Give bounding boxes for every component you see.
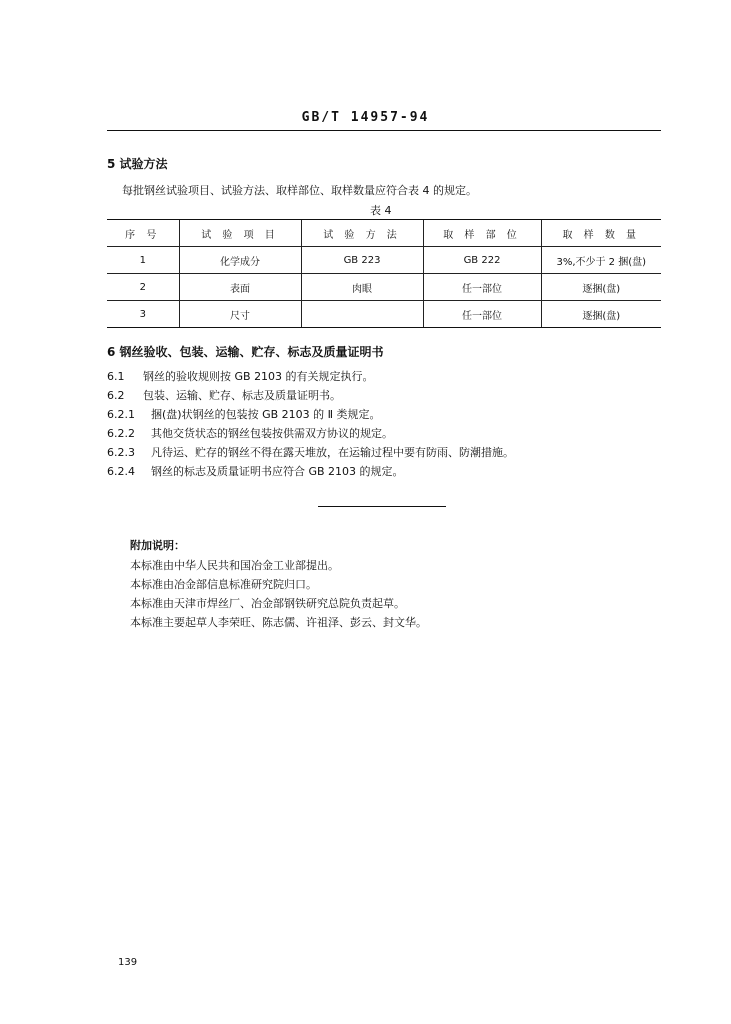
- cell-quantity: 3%,不少于 2 捆(盘): [541, 247, 661, 274]
- table-4: [107, 219, 661, 328]
- standard-code-header: GB/T 14957-94: [301, 110, 430, 125]
- note-line: 本标准由天津市焊丝厂、冶金部钢铁研究总院负责起草。: [130, 597, 405, 610]
- clause-6-2-1: [107, 406, 381, 422]
- section-6-title: 6 钢丝验收、包装、运输、贮存、标志及质量证明书: [107, 345, 384, 359]
- note-line: 本标准由中华人民共和国冶金工业部提出。: [130, 559, 339, 572]
- cell-method: GB 223: [301, 247, 423, 274]
- cell-seq: 2: [107, 274, 179, 301]
- clause-number: 6.2: [107, 389, 125, 402]
- clause-text: 捆(盘)状钢丝的包装按 GB 2103 的 Ⅱ 类规定。: [151, 408, 381, 421]
- clause-number: 6.2.2: [107, 427, 135, 440]
- col-header-item: 试 验 项 目: [179, 220, 301, 247]
- clause-6-2-2: [107, 425, 393, 441]
- table-row: [107, 247, 661, 274]
- col-header-quantity: 取 样 数 量: [541, 220, 661, 247]
- cell-method: 肉眼: [301, 274, 423, 301]
- section-end-rule: [318, 506, 446, 507]
- note-line: 本标准主要起草人李荣旺、陈志儒、许祖泽、彭云、封文华。: [130, 616, 427, 629]
- clause-number: 6.2.3: [107, 446, 135, 459]
- clause-number: 6.1: [107, 370, 125, 383]
- table-header-row: [107, 220, 661, 247]
- clause-text: 钢丝的验收规则按 GB 2103 的有关规定执行。: [143, 370, 374, 383]
- col-header-seq: 序 号: [107, 220, 179, 247]
- table-4-caption: 表 4: [370, 204, 392, 217]
- cell-item: 表面: [179, 274, 301, 301]
- notes-title: 附加说明：: [130, 539, 185, 552]
- header-rule: [107, 130, 661, 131]
- cell-method: [301, 301, 423, 328]
- clause-text: 其他交货状态的钢丝包装按供需双方协议的规定。: [151, 427, 393, 440]
- cell-seq: 1: [139, 254, 146, 266]
- cell-item: 尺寸: [179, 301, 301, 328]
- cell-location: 任一部位: [423, 301, 541, 328]
- clause-text: 钢丝的标志及质量证明书应符合 GB 2103 的规定。: [151, 465, 404, 478]
- clause-6-1: [107, 368, 374, 384]
- section-5-intro: 每批钢丝试验项目、试验方法、取样部位、取样数量应符合表 4 的规定。: [122, 184, 477, 197]
- clause-text: 包装、运输、贮存、标志及质量证明书。: [143, 389, 341, 402]
- table-row: [107, 274, 661, 301]
- cell-quantity: 逐捆(盘): [541, 301, 661, 328]
- cell-location: GB 222: [423, 247, 541, 274]
- clause-number: 6.2.4: [107, 465, 135, 478]
- cell-item: 化学成分: [179, 247, 301, 274]
- clause-text: 凡待运、贮存的钢丝不得在露天堆放，在运输过程中要有防雨、防潮措施。: [151, 446, 514, 459]
- cell-location: 任一部位: [423, 274, 541, 301]
- page-number: 139: [118, 957, 138, 968]
- table-row: [107, 301, 661, 328]
- clause-6-2-4: [107, 463, 404, 479]
- cell-seq: 3: [107, 301, 179, 328]
- col-header-location: 取 样 部 位: [423, 220, 541, 247]
- cell-quantity: 逐捆(盘): [541, 274, 661, 301]
- col-header-method: 试 验 方 法: [301, 220, 423, 247]
- clause-6-2: [107, 387, 341, 403]
- clause-number: 6.2.1: [107, 408, 135, 421]
- note-line: 本标准由冶金部信息标准研究院归口。: [130, 578, 317, 591]
- clause-6-2-3: [107, 444, 514, 460]
- section-5-title: 5 试验方法: [107, 157, 168, 171]
